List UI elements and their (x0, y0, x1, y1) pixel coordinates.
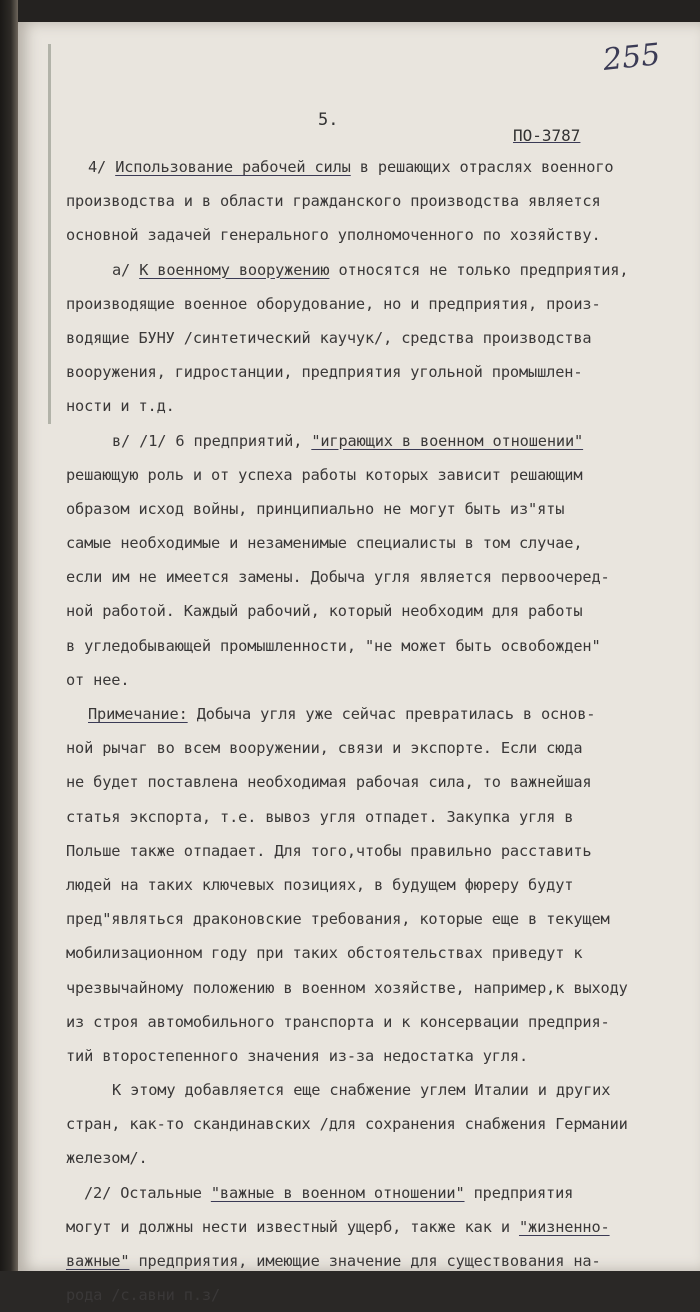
text-line: /2/ Остальные "важные в военном отношении" предприятия (84, 1183, 574, 1202)
text-line: пред"являться драконовские требования, которые еще в текущем (66, 910, 610, 929)
text-line: тий второстепенного значения из-за недостатка угля. (66, 1046, 529, 1065)
binding-edge (0, 0, 18, 1271)
text-line: производства и в области гражданского производства является (66, 192, 601, 211)
text-line: в угледобывающей промышленности, "не может быть освобожден" (66, 636, 601, 655)
text-line: водящие БУНУ /синтетический каучук/, средства производства (66, 328, 592, 347)
text-line: людей на таких ключевых позициях, в будущем фюреру будут (66, 875, 574, 894)
text-line: производящие военное оборудование, но и предприятия, произ- (66, 294, 601, 313)
text-line: ной рычаг во всем вооружении, связи и экспорте. Если сюда (66, 739, 583, 758)
text-line: а/ К военному вооружению относятся не только предприятия, (112, 260, 629, 279)
text-line: Польше также отпадает. Для того,чтобы правильно расставить (66, 841, 592, 860)
text-line: 4/ Использование рабочей силы в решающих отраслях военного (88, 158, 614, 176)
text-line: образом исход войны, принципиально не могут быть из"яты (66, 499, 565, 518)
note-line: Примечание: Добыча угля уже сейчас превратилась в основ- (88, 705, 596, 723)
text-line: в/ /1/ 6 предприятий, "играющих в военном отношении" (112, 431, 584, 450)
text-line: мобилизационном году при таких обстоятельствах приведут к (66, 944, 583, 963)
text-line: самые необходимые и незаменимые специалисты в том случае, (66, 534, 583, 553)
text-line: из строя автомобильного транспорта и к консервации предприя- (66, 1012, 610, 1031)
text-line: чрезвычайному положению в военном хозяйстве, например,к выходу (66, 978, 628, 997)
text-line: от нее. (66, 670, 130, 689)
text-line: железом/. (66, 1149, 148, 1168)
text-line: вооружения, гидростанции, предприятия угольной промышлен- (66, 363, 583, 382)
text-line: ной работой. Каждый рабочий, который необходим для работы (66, 602, 583, 621)
sheet-number: 5. (318, 110, 339, 130)
scan-artifact (48, 44, 51, 424)
text-line: если им не имеется замены. Добыча угля является первоочеред- (66, 568, 610, 587)
text-line: решающую роль и от успеха работы которых зависит решающим (66, 465, 583, 484)
text-line: могут и должны нести известный ущерб, также как и "жизненно- (66, 1217, 610, 1236)
document-body (66, 150, 682, 1312)
text-line: не будет поставлена необходимая рабочая сила, то важнейшая (66, 773, 592, 792)
text-line: стран, как-то скандинавских /для сохранения снабжения Германии (66, 1115, 628, 1134)
text-line: К этому добавляется еще снабжение углем Италии и других (112, 1081, 611, 1100)
text-line: важные" предприятия, имеющие значение для существования на- (66, 1252, 601, 1270)
document-code: ПО-3787 (513, 126, 581, 145)
text-line: рода /с.авни п.з/ (66, 1286, 221, 1305)
handwritten-page-number: 255 (601, 37, 662, 78)
text-line: основной задачей генерального уполномоченного по хозяйству. (66, 226, 601, 245)
text-line: статья экспорта, т.е. вывоз угля отпадет. Закупка угля в (66, 807, 574, 826)
text-line: ности и т.д. (66, 397, 175, 416)
